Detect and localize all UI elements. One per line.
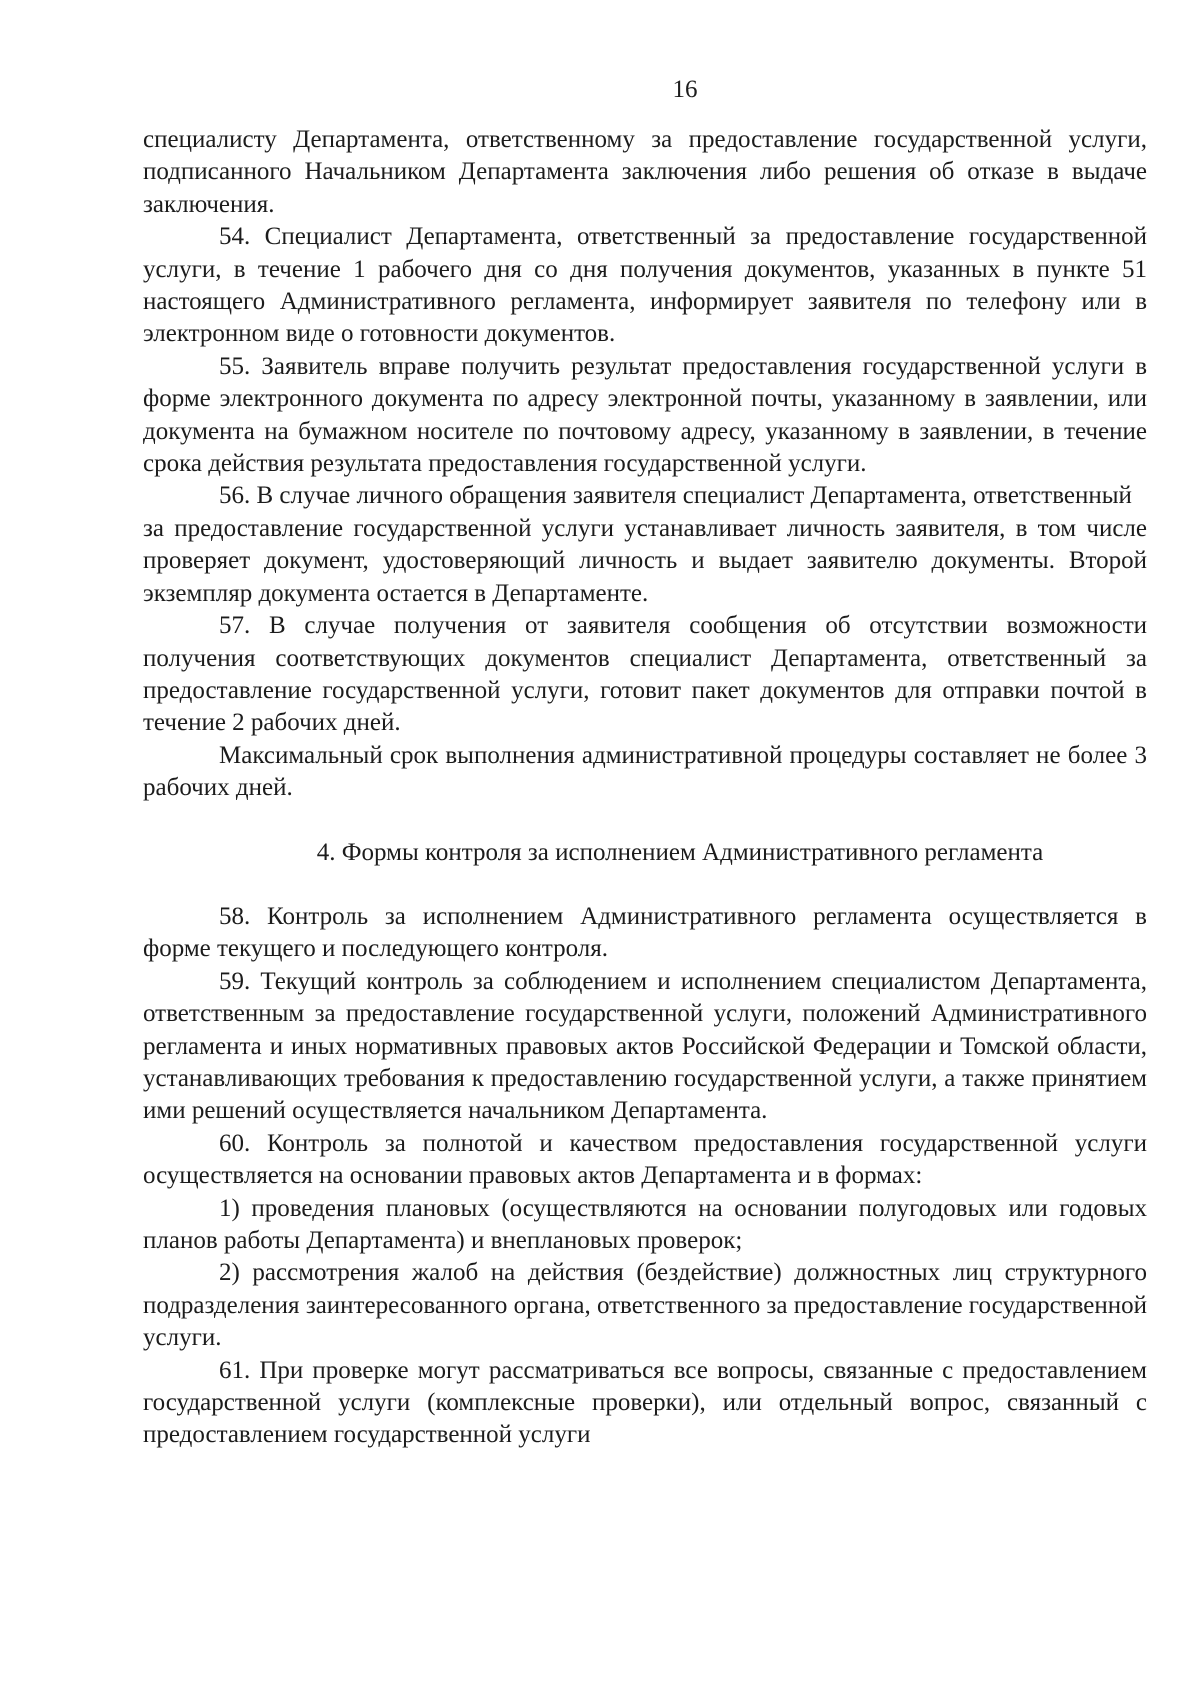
paragraph-58: 58. Контроль за исполнением Административного регламента осуществляется в форме текущего и последующего контроля. [143,902,1147,963]
paragraph-55: 55. Заявитель вправе получить результат предоставления государственной услуги в форме электронного документа по адресу электронной почты, указанному в заявлении, или документа на бумажном носителе по почтовому адресу, указанному в заявлении, в течение срока действия результата предоставления государственной услуги. [143,352,1147,478]
paragraph-59: 59. Текущий контроль за соблюдением и исполнением специалистом Департамента, ответственным за предоставление государственной услуги, положений Административного регламента и иных нормативных правовых актов Российской Федерации и Томской области, устанавливающих требования к предоставлению государственной услуги, а также принятием ими решений осуществляется начальником Департамента. [143,967,1147,1125]
paragraph-56-part2: за предоставление государственной услуги устанавливает личность заявителя, в том числе проверяет документ, удостоверяющий личность и выдает заявителю документы. Второй экземпляр документа остается в Департаменте. [143,514,1147,607]
paragraph-60-item-1: 1) проведения плановых (осуществляются на основании полугодовых или годовых планов работы Департамента) и внеплановых проверок; [143,1194,1147,1254]
paragraph-57: 57. В случае получения от заявителя сообщения об отсутствии возможности получения соответствующих документов специалист Департамента, ответственный за предоставление государственной услуги, готовит пакет документов для отправки почтой в течение 2 рабочих дней. [143,612,1147,737]
paragraph-54: 54. Специалист Департамента, ответственный за предоставление государственной услуги, в течение 1 рабочего дня со дня получения документов, указанных в пункте 51 настоящего Административного регламента, информирует заявителя по телефону или в электронном виде о готовности документов. [143,223,1147,348]
paragraph-continuation: специалисту Департамента, ответственному за предоставление государственной услуги, подписанного Начальником Департамента заключения либо решения об отказе в выдаче заключения. [143,126,1147,218]
paragraph-56-part1: 56. В случае личного обращения заявителя специалист Департамента, ответственный [219,482,1132,510]
paragraph-60-item-2: 2) рассмотрения жалоб на действия (бездействие) должностных лиц структурного подразделения заинтересованного органа, ответственного за предоставление государственной услуги. [143,1259,1147,1352]
page-number: 16 [672,76,698,103]
paragraph-61: 61. При проверке могут рассматриваться все вопросы, связанные с предоставлением государственной услуги (комплексные проверки), или отдельный вопрос, связанный с предоставлением государственной услуги [143,1356,1147,1449]
section-title: 4. Формы контроля за исполнением Административного регламента [316,838,1044,866]
paragraph-60: 60. Контроль за полнотой и качеством предоставления государственной услуги осуществляется на основании правовых актов Департамента и в формах: [143,1129,1147,1190]
paragraph-max-term: Максимальный срок выполнения административной процедуры составляет не более 3 рабочих дней. [143,741,1147,802]
